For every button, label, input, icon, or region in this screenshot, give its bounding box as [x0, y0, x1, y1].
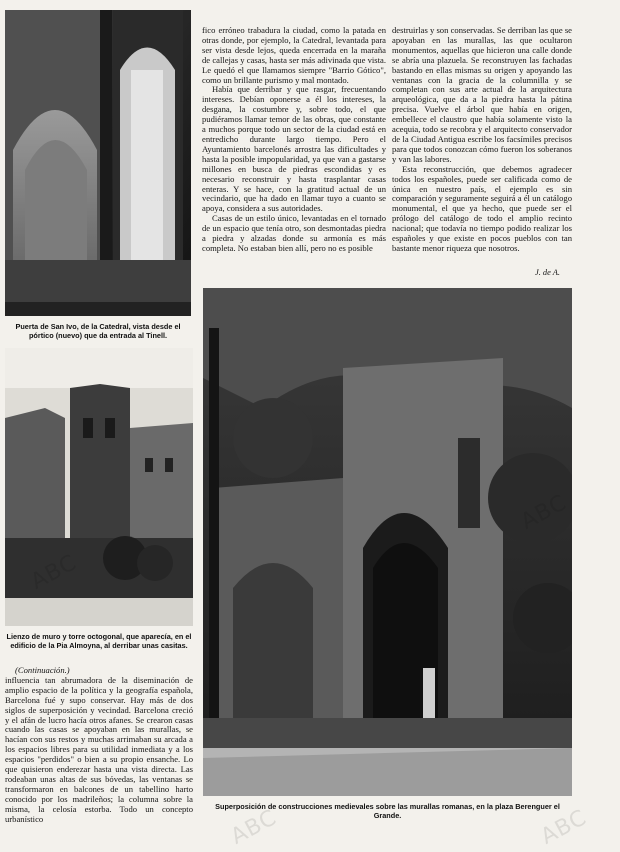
column2-paragraph-2: Había que derribar y que rasgar, frecuentando intereses. Debían oponerse a él los intereses, la desgana, la costumbre y, sobre todo, el que pudiéramos llamar temor de las obras, que constante a muchos porque todo un sector de la ciudad está en entredicho durante largo tiempo. Pero el Ayuntamiento barcelonés arrostra las dificultades y hasta la posible impopularidad, ya que van a gastarse millones en busca de piedras escondidas y es necesario reconstruir y hasta trasplantar casas enteras. Y se hace, con la gratitud actual de un vecindario, que ha dado en llamar tuyo a cuanto se apoya, considera a sus autoridades.: [202, 84, 386, 214]
column2-paragraph-1: fico erróneo trabadura la ciudad, como la patada en otras donde, por ejemplo, la Catedral, levantada para ser vista desde lejos, queda encerrada en la maraña de callejas y casas, hasta ser más adivinada que vista. Le quedó el que llamamos siempre "Barrio Gótico", como un brillante purismo y mal montado.: [202, 25, 386, 85]
photo-arch-portico-image: [5, 10, 191, 316]
photo-walls-image: [203, 288, 572, 796]
article-column-3: [392, 26, 572, 254]
author-signature: J. de A.: [535, 268, 560, 277]
column3-paragraph-2: Esta reconstrucción, que debemos agradecer todos los españoles, puede ser calificada como de única en nuestro país, el ejemplo es sin comparación y seguramente seguirá a él un catálogo monumental, el que ya hecho, que puede ser el prólogo del catálogo de todo el amplio recinto nacional; que todavía no tiempo podido realizar los españoles y que existe en pocos pueblos con tan bastante menor riqueza que nosotros.: [392, 163, 572, 253]
watermark-1: ABC: [26, 550, 82, 595]
column2-paragraph-3: Casas de un estilo único, levantadas en el tornado de un espacio que tenía otro, son desmontadas piedra a piedra y alzadas donde su armonía es más completa. No estaban bien allí, pero no es posible: [202, 213, 386, 253]
photo1-caption: Puerta de San Ivo, de la Catedral, vista desde el pórtico (nuevo) que da entrada al Tinell.: [15, 322, 181, 341]
photo-murallas-romanas: [203, 288, 572, 796]
watermark-2: ABC: [516, 490, 572, 535]
watermark-3: ABC: [226, 805, 282, 850]
photo2-caption: Lienzo de muro y torre octogonal, que aparecía, en el edificio de la Pia Almoyna, al derribar unas casitas.: [6, 632, 192, 651]
continuation-note: (Continuación.): [15, 665, 70, 675]
article-column-2: [202, 26, 386, 254]
column3-paragraph-1: destruirlas y son conservadas. Se derriban las que se apoyaban en las murallas, las que ocultaron monumentos, aquellas que hicieron una calle donde se abría una plazuela. Se reconstruyen las fachadas bastando en ellas mismas su origen y apoyando las ventanas con la gracia de la columnilla y se completan con sus arte actual de la arquitectura arqueológica, que da a la piedra hasta la pátina precisa. Vuelve el árbol que había en origen, embellece el claustro que había solamente visto la acequia, todo se recobra y el arquitecto conservador de la Ciudad Antigua escribe los facsímiles precisos para que todos conozcan cómo fueron los soberanos y van las labores.: [392, 25, 572, 164]
photo3-caption: Superposición de construcciones medievales sobre las murallas romanas, en la plaza Berenguer el Grande.: [215, 802, 560, 821]
photo-puerta-san-ivo: [5, 10, 191, 316]
column1-paragraph: influencia tan abrumadora de la diseminación de amplio espacio de la política y la geografía española, Barcelona fué y supo conservar. Hay más de dos siglos de superposición y vecindad. Barcelona creció y el afán de lucro hacía otros afanes. Se crearon casas cuando las casas se apoyaban en las murallas, se hacían con sus restos y muchas arrimaban su arcada a los espacios libres para su utilidad inmediata y a los espacios "perdidos" o bien a su propio ensanche. Lo que quisieron enderezar hasta una vista directa. Las rodeaban unas altas de sus bóvedas, las ventanas se transformaron en balcones de un tabellino harto conocido por los madrileños; la columna sobre la misma, la celosía estorba. Todo un concepto urbanístico: [5, 674, 193, 824]
article-column-1: [5, 666, 193, 825]
watermark-4: ABC: [536, 805, 592, 850]
